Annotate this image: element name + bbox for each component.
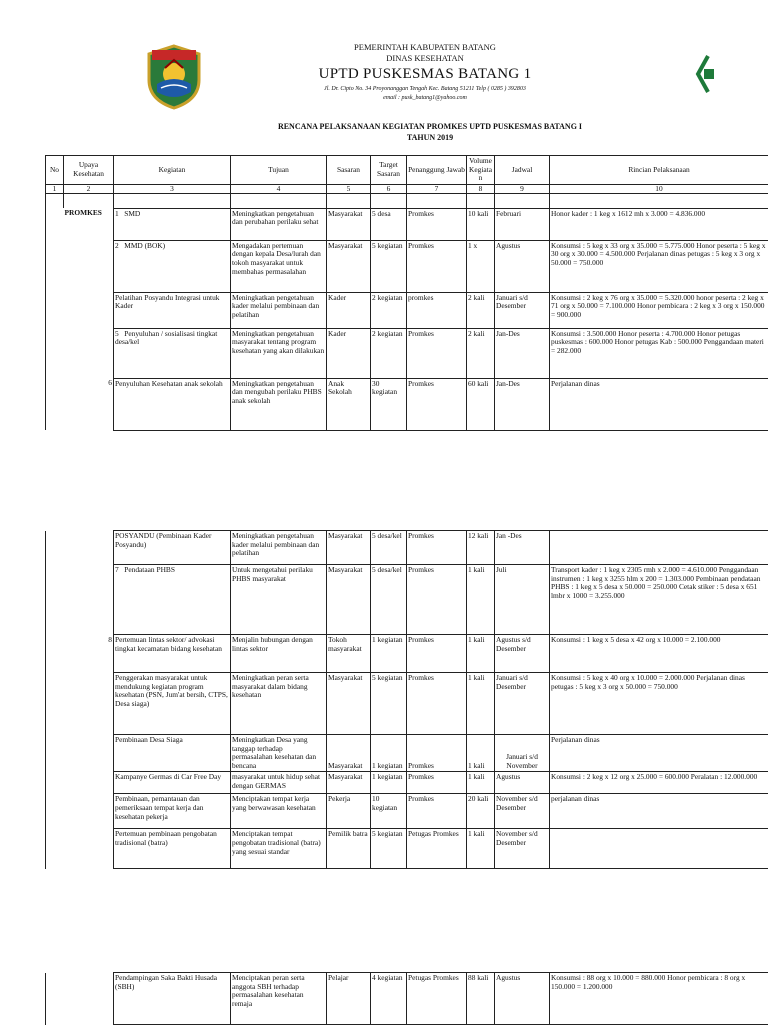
- jadwal-cell: November s/d Desember: [495, 829, 550, 869]
- kegiatan-cell: Pelatihan Posyandu Integrasi untuk Kader: [114, 292, 231, 328]
- sasaran-cell: Tokoh masyarakat: [327, 635, 371, 673]
- header-upaya: Upaya Kesehatan: [64, 156, 114, 185]
- pj-cell: Promkes: [407, 378, 467, 430]
- sasaran-cell: Pemilik batra: [327, 829, 371, 869]
- header-volume: Volume Kegiata n: [467, 156, 495, 185]
- jadwal-cell: Februari: [495, 208, 550, 240]
- table-row: [46, 565, 768, 635]
- tujuan-cell: Meningkatkan pengetahuan kader melalui pembinaan dan pelatihan: [231, 531, 327, 565]
- kegiatan-cell: Pertemuan pembinaan pengobatan tradisional (batra): [114, 829, 231, 869]
- volume-cell: 10 kali: [467, 208, 495, 240]
- rincian-cell: Konsumsi : 5 keg x 33 org x 35.000 = 5.775.000 Honor peserta : 5 keg x 30 org x 30.000 = 4.500.000 Perjalanan dinas petugas : 5 keg x 3 org x 50.000 = 750.000: [550, 240, 768, 292]
- institution-address: Jl. Dr. Cipto No. 34 Proyonanggan Tengah Kec. Batang 51211 Telp ( 0285 ) 392803: [290, 84, 560, 94]
- target-cell: 5 kegiatan: [371, 240, 407, 292]
- table-header-row: [46, 156, 768, 185]
- index-cell: 9: [495, 184, 550, 193]
- header-target: Target Sasaran: [371, 156, 407, 185]
- table-row: [46, 378, 768, 430]
- header-jadwal: Jadwal: [495, 156, 550, 185]
- institution-email: email : pusk_batang1@yahoo.com: [290, 94, 560, 103]
- volume-cell: 60 kali: [467, 378, 495, 430]
- pj-cell: Promkes: [407, 208, 467, 240]
- table-row: [46, 973, 768, 1025]
- target-cell: 30 kegiatan: [371, 378, 407, 430]
- tujuan-cell: Meningkatkan pengetahuan dan perubahan perilaku sehat: [231, 208, 327, 240]
- pj-cell: Promkes: [407, 635, 467, 673]
- volume-cell: 12 kali: [467, 531, 495, 565]
- rincian-cell: Konsumsi : 1 keg x 5 desa x 42 org x 10.000 = 2.100.000: [550, 635, 768, 673]
- index-cell: 1: [46, 184, 64, 193]
- target-cell: 5 kegiatan: [371, 829, 407, 869]
- volume-cell: 1 kali: [467, 735, 495, 772]
- pj-cell: Promkes: [407, 565, 467, 635]
- pj-cell: Promkes: [407, 735, 467, 772]
- target-cell: 5 kegiatan: [371, 673, 407, 735]
- rincian-cell: Perjalanan dinas: [550, 735, 768, 772]
- index-cell: 4: [231, 184, 327, 193]
- row-number: 8: [64, 635, 114, 673]
- kegiatan-cell: Penyuluhan Kesehatan anak sekolah: [114, 378, 231, 430]
- jadwal-cell: Januari s/d Desember: [495, 673, 550, 735]
- institution-name: UPTD PUSKESMAS BATANG 1: [290, 64, 560, 84]
- pj-cell: Petugas Promkes: [407, 829, 467, 869]
- sasaran-cell: Masyarakat: [327, 531, 371, 565]
- table-row: [46, 531, 768, 565]
- pj-cell: promkes: [407, 292, 467, 328]
- target-cell: 10 kegiatan: [371, 794, 407, 829]
- sasaran-cell: Kader: [327, 292, 371, 328]
- jadwal-cell: Jan-Des: [495, 378, 550, 430]
- index-cell: 2: [64, 184, 114, 193]
- sasaran-cell: Masyarakat: [327, 673, 371, 735]
- upaya-cell: PROMKES: [64, 208, 114, 240]
- sasaran-cell: Pelajar: [327, 973, 371, 1025]
- sasaran-cell: Kader: [327, 328, 371, 378]
- target-cell: 5 desa/kel: [371, 565, 407, 635]
- logo-fragment-icon: [694, 52, 724, 96]
- table-row: [46, 240, 768, 292]
- sasaran-cell: Masyarakat: [327, 735, 371, 772]
- tujuan-cell: Menciptakan peran serta anggota SBH terhadap permasalahan kesehatan remaja: [231, 973, 327, 1025]
- kegiatan-cell: Pertemuan lintas sektor/ advokasi tingkat kecamatan bidang kesehatan: [114, 635, 231, 673]
- sasaran-cell: Anak Sekolah: [327, 378, 371, 430]
- target-cell: 2 kegiatan: [371, 328, 407, 378]
- jadwal-cell: Januari s/d November: [495, 735, 550, 772]
- tujuan-cell: Meningkatkan peran serta masyarakat dalam bidang kesehatan: [231, 673, 327, 735]
- target-cell: 5 desa: [371, 208, 407, 240]
- document-title: [230, 121, 630, 143]
- rincian-cell: Konsumsi : 88 org x 10.000 = 880.000 Honor pembicara : 8 org x 150.000 = 1.200.000: [550, 973, 768, 1025]
- table-row: [46, 328, 768, 378]
- department-line: DINAS KESEHATAN: [290, 53, 560, 64]
- kegiatan-cell: POSYANDU (Pembinaan Kader Posyandu): [114, 531, 231, 565]
- tujuan-cell: Meningkatkan pengetahuan masyarakat tentang program kesehatan yang akan dilakukan: [231, 328, 327, 378]
- rincian-cell: Perjalanan dinas: [550, 378, 768, 430]
- table-row: [46, 208, 768, 240]
- header-sasaran: Sasaran: [327, 156, 371, 185]
- tujuan-cell: Meningkatkan Desa yang tanggap terhadap permasalahan kesehatan dan bencana: [231, 735, 327, 772]
- index-cell: 6: [371, 184, 407, 193]
- volume-cell: 1 kali: [467, 772, 495, 794]
- tujuan-cell: masyarakat untuk hidup sehat dengan GERMAS: [231, 772, 327, 794]
- column-index-row: [46, 184, 768, 193]
- tujuan-cell: Meningkatkan pengetahuan kader melalui pembinaan dan pelatihan: [231, 292, 327, 328]
- plan-table-page-2: [45, 530, 768, 869]
- table-row: [46, 772, 768, 794]
- table-row: [46, 292, 768, 328]
- tujuan-cell: Mengadakan pertemuan dengan kepala Desa/lurah dan tokoh masyarakat untuk membahas permasalahan: [231, 240, 327, 292]
- rincian-cell: Konsumsi : 2 keg x 76 org x 35.000 = 5.320.000 honor peserta : 2 keg x 71 org x 50.000 = 7.100.000 Honor pembicara : 2 keg x 3 org x 150.000 = 900.000: [550, 292, 768, 328]
- jadwal-cell: Agustus s/d Desember: [495, 635, 550, 673]
- table-row: [46, 735, 768, 772]
- header-rincian: Rincian Pelaksanaan: [550, 156, 768, 185]
- sasaran-cell: Masyarakat: [327, 240, 371, 292]
- spacer-row: [46, 193, 768, 208]
- table-row: [46, 829, 768, 869]
- rincian-cell: [550, 829, 768, 869]
- pj-cell: Petugas Promkes: [407, 973, 467, 1025]
- kegiatan-cell: Pembinaan Desa Siaga: [114, 735, 231, 772]
- tujuan-cell: Menciptakan tempat pengobatan tradisional (batra) yang sesuai standar: [231, 829, 327, 869]
- pj-cell: Promkes: [407, 328, 467, 378]
- tujuan-cell: Untuk mengetahui perilaku PHBS masyarakat: [231, 565, 327, 635]
- jadwal-cell: Agustus: [495, 772, 550, 794]
- sasaran-cell: Masyarakat: [327, 565, 371, 635]
- header-kegiatan: Kegiatan: [114, 156, 231, 185]
- pj-cell: Promkes: [407, 531, 467, 565]
- tujuan-cell: Meningkatkan pengetahuan dan mengubah perilaku PHBS anak sekolah: [231, 378, 327, 430]
- letterhead: [0, 0, 768, 120]
- volume-cell: 2 kali: [467, 328, 495, 378]
- batang-regency-logo: [143, 44, 205, 110]
- plan-table-page-1: [45, 155, 768, 431]
- rincian-cell: Konsumsi : 5 keg x 40 org x 10.000 = 2.000.000 Perjalanan dinas petugas : 5 keg x 3 org x 50.000 = 750.000: [550, 673, 768, 735]
- tujuan-cell: Menjalin hubungan dengan lintas sektor: [231, 635, 327, 673]
- jadwal-cell: Januari s/d Desember: [495, 292, 550, 328]
- row-number: 6: [64, 378, 114, 430]
- sasaran-cell: Masyarakat: [327, 208, 371, 240]
- volume-cell: 1 kali: [467, 673, 495, 735]
- rincian-cell: [550, 531, 768, 565]
- tujuan-cell: Menciptakan tempat kerja yang berwawasan kesehatan: [231, 794, 327, 829]
- kegiatan-cell: Pendampingan Saka Bakti Husada (SBH): [114, 973, 231, 1025]
- pj-cell: Promkes: [407, 772, 467, 794]
- kegiatan-cell: Pembinaan, pemantauan dan pemeriksaan tempat kerja dan kesehatan pekerja: [114, 794, 231, 829]
- target-cell: 5 desa/kel: [371, 531, 407, 565]
- header-no: No: [46, 156, 64, 185]
- index-cell: 8: [467, 184, 495, 193]
- rincian-cell: Konsumsi : 3.500.000 Honor peserta : 4.700.000 Honor petugas puskesmas : 600.000 Honor petugas Kab : 500.000 Penggandaan materi = 282.000: [550, 328, 768, 378]
- volume-cell: 1 kali: [467, 829, 495, 869]
- target-cell: 1 kegiatan: [371, 735, 407, 772]
- index-cell: 7: [407, 184, 467, 193]
- index-cell: 5: [327, 184, 371, 193]
- rincian-cell: perjalanan dinas: [550, 794, 768, 829]
- table-row: [46, 673, 768, 735]
- jadwal-cell: Jan-Des: [495, 328, 550, 378]
- title-line-2: TAHUN 2019: [230, 132, 630, 143]
- plan-table-page-3: [45, 972, 768, 1025]
- rincian-cell: Konsumsi : 2 keg x 12 org x 25.000 = 600.000 Peralatan : 12.000.000: [550, 772, 768, 794]
- kegiatan-cell: 1 SMD: [114, 208, 231, 240]
- table-row: [46, 794, 768, 829]
- government-line: PEMERINTAH KABUPATEN BATANG: [290, 42, 560, 53]
- jadwal-cell: Juli: [495, 565, 550, 635]
- rincian-cell: Transport kader : 1 keg x 2305 rmh x 2.000 = 4.610.000 Penggandaan instrumen : 1 keg x 3255 hlm x 200 = 1.303.000 Pembinaan pendataan PHBS : 1 keg x 5 desa x 50.000 = 250.000 Cetak stiker : 5 desa x 651 lmbr x 1000 = 3.255.000: [550, 565, 768, 635]
- volume-cell: 20 kali: [467, 794, 495, 829]
- target-cell: 1 kegiatan: [371, 772, 407, 794]
- pj-cell: Promkes: [407, 240, 467, 292]
- jadwal-cell: Agustus: [495, 973, 550, 1025]
- target-cell: 4 kegiatan: [371, 973, 407, 1025]
- volume-cell: 2 kali: [467, 292, 495, 328]
- pj-cell: Promkes: [407, 794, 467, 829]
- kegiatan-cell: 7 Pendataan PHBS: [114, 565, 231, 635]
- index-cell: 10: [550, 184, 768, 193]
- target-cell: 1 kegiatan: [371, 635, 407, 673]
- rincian-cell: Honor kader : 1 keg x 1612 mh x 3.000 = 4.836.000: [550, 208, 768, 240]
- kegiatan-cell: 2 MMD (BOK): [114, 240, 231, 292]
- letterhead-text: [290, 42, 560, 103]
- sasaran-cell: Pekerja: [327, 794, 371, 829]
- volume-cell: 1 x: [467, 240, 495, 292]
- pj-cell: Promkes: [407, 673, 467, 735]
- sasaran-cell: Masyarakat: [327, 772, 371, 794]
- jadwal-cell: Agustus: [495, 240, 550, 292]
- header-tujuan: Tujuan: [231, 156, 327, 185]
- kegiatan-cell: Kampanye Germas di Car Free Day: [114, 772, 231, 794]
- kegiatan-cell: Penggerakan masyarakat untuk mendukung kegiatan program kesehatan (PSN, Jum'at bersih, CTPS, Desa siaga): [114, 673, 231, 735]
- kegiatan-cell: 5 Penyuluhan / sosialisasi tingkat desa/kel: [114, 328, 231, 378]
- volume-cell: 1 kali: [467, 565, 495, 635]
- jadwal-cell: November s/d Desember: [495, 794, 550, 829]
- index-cell: 3: [114, 184, 231, 193]
- table-row: [46, 635, 768, 673]
- title-line-1: RENCANA PELAKSANAAN KEGIATAN PROMKES UPTD PUSKESMAS BATANG I: [230, 121, 630, 132]
- volume-cell: 1 kali: [467, 635, 495, 673]
- jadwal-cell: Jan -Des: [495, 531, 550, 565]
- header-penanggung-jawab: Penanggung Jawab: [407, 156, 467, 185]
- volume-cell: 88 kali: [467, 973, 495, 1025]
- target-cell: 2 kegiatan: [371, 292, 407, 328]
